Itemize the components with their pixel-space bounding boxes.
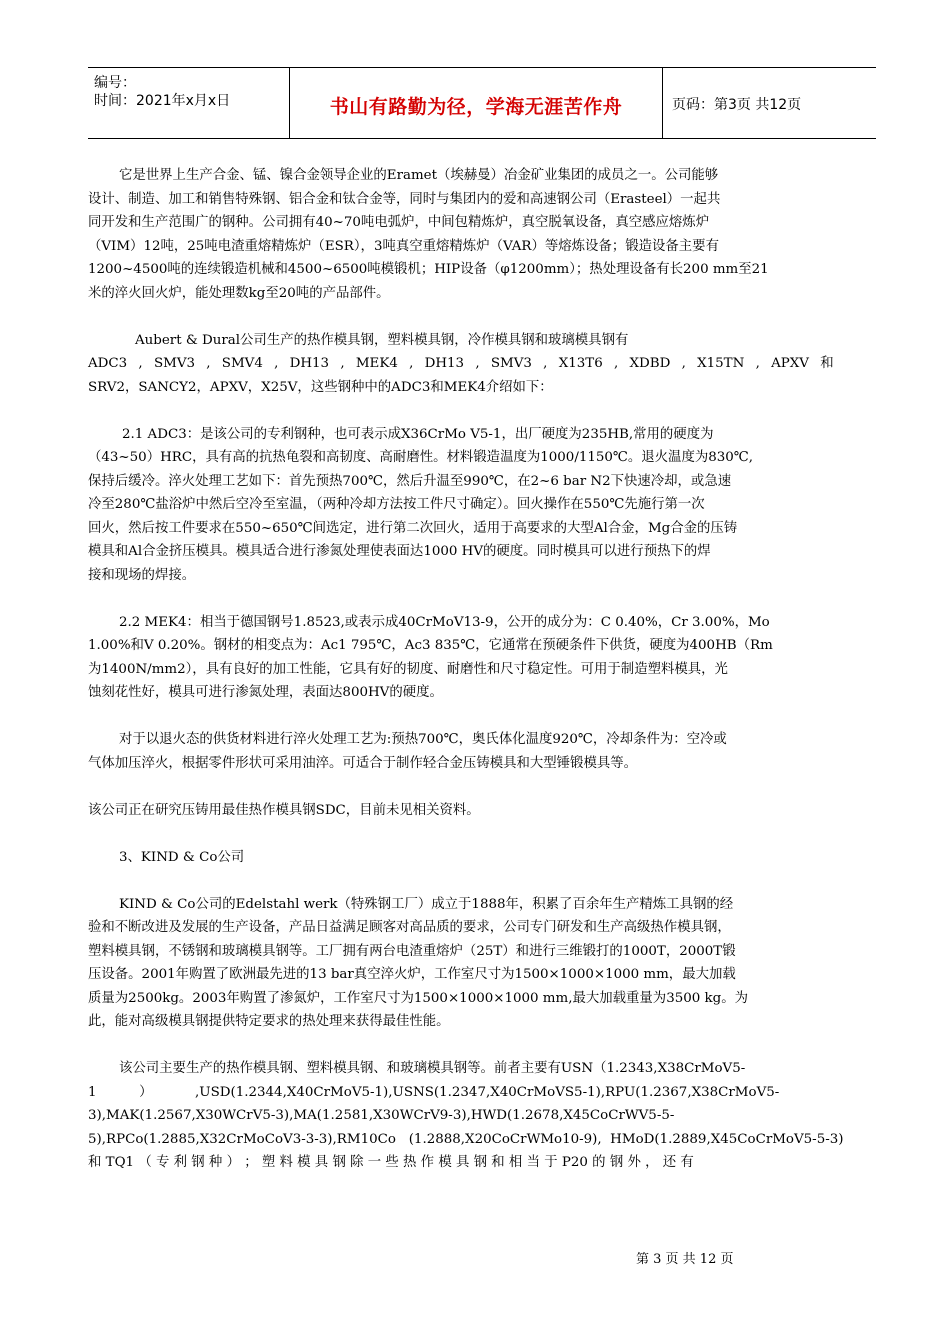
text-line: 3),MAK(1.2567,X30WCrV5-3),MA(1.2581,X30WCrV9-3),HWD(1.2678,X45CoCrWV5-5-: [88, 1108, 675, 1123]
text-line: 塑料模具钢，不锈钢和玻璃模具钢等。工厂拥有两台电渣重熔炉（25T）和进行三维锻打的1000T，2000T锻: [88, 943, 736, 959]
text-line: 和 TQ1 （ 专 利 钢 种 ） ； 塑 料 模 具 钢 除 一 些 热 作 模 具 钢 和 相 当 于 P20 的 钢 外 ， 还 有: [88, 1155, 694, 1170]
text-line: 它是世界上生产合金、锰、镍合金领导企业的Eramet（埃赫曼）冶金矿业集团的成员之一。公司能够: [119, 168, 719, 183]
text-line: 压设备。2001年购置了欧洲最先进的13 bar真空淬火炉，工作室尺寸为1500×1000×1000 mm，最大加载: [88, 967, 736, 982]
header-motto-cell: [289, 68, 663, 138]
text-line: 1200~4500吨的连续锻造机械和4500~6500吨模锻机；HIP设备（φ1200mm）；热处理设备有长200 mm至21: [88, 262, 769, 277]
text-line: 1.00%和V 0.20%。钢材的相变点为：Ac1 795℃，Ac3 835℃，它通常在预硬条件下供货，硬度为400HB（Rm: [88, 638, 773, 653]
text-line: 蚀刻花性好，模具可进行渗氮处理，表面达800HV的硬度。: [88, 685, 443, 700]
text-line: 2.2 MEK4：相当于德国钢号1.8523,或表示成40CrMoV13-9，公开的成分为：C 0.40%，Cr 3.00%，Mo: [119, 614, 770, 630]
text-line: 气体加压淬火，根据零件形状可采用油淬。可适合于制作轻合金压铸模具和大型锤锻模具等。: [88, 755, 638, 771]
text-line: 该公司正在研究压铸用最佳热作模具钢SDC，目前未见相关资料。: [88, 802, 480, 818]
paragraph-quench-process: [88, 728, 876, 775]
text-line: 冷至280℃盐浴炉中然后空冷至室温，（两种冷却方法按工件尺寸确定）。回火操作在550℃先施行第一次: [88, 497, 705, 512]
text-line: 质量为2500kg。2003年购置了渗氮炉，工作室尺寸为1500×1000×1000 mm,最大加载重量为3500 kg。为: [88, 990, 748, 1006]
text-line: SRV2，SANCY2，APXV，X25V，这些钢种中的ADC3和MEK4介绍如下：: [88, 379, 553, 395]
header-page-label: 页码：第3页 共12页: [672, 97, 802, 113]
text-line: 设计、制造、加工和销售特殊钢、铝合金和钛合金等，同时与集团内的爱和高速钢公司（Erasteel）一起共: [88, 191, 721, 207]
text-line: 同开发和生产范围广的钢种。公司拥有40~70吨电弧炉，中间包精炼炉，真空脱氧设备，真空感应熔炼炉: [88, 215, 710, 230]
paragraph-adc3: [88, 423, 876, 588]
text-line: 米的淬火回火炉，能处理数kg至20吨的产品部件。: [88, 285, 390, 301]
text-line: 3、KIND & Co公司: [119, 849, 245, 865]
section-heading-kind-co: [88, 846, 876, 870]
text-line: 接和现场的焊接。: [88, 567, 196, 583]
text-line: 验和不断改进及发展的生产设备，产品日益满足顾客对高品质的要求，公司专门研发和生产高级热作模具钢，: [88, 920, 731, 935]
text-line: ADC3 , SMV3 , SMV4 , DH13 , MEK4 , DH13 , SMV3 , X13T6 , XDBD , X15TN , APXV 和: [88, 356, 834, 371]
page-footer: 第 3 页 共 12 页: [636, 1252, 734, 1267]
text-line: Aubert & Dural公司生产的热作模具钢，塑料模具钢，冷作模具钢和玻璃模具钢有: [135, 332, 629, 348]
header-info-cell: [88, 68, 289, 138]
text-line: 该公司主要生产的热作模具钢、塑料模具钢、和玻璃模具钢等。前者主要有USN（1.2343,X38CrMoV5-: [119, 1061, 746, 1076]
paragraph-eramet-intro: [88, 164, 876, 305]
header-number-label: 编号：: [94, 75, 136, 91]
header-time-label: 时间：2021年x月x日: [94, 93, 231, 109]
text-line: KIND & Co公司的Edelstahl werk（特殊钢工厂）成立于1888年，积累了百余年生产精炼工具钢的经: [119, 896, 734, 912]
page-header: [88, 67, 876, 139]
text-line: 保持后缓冷。淬火处理工艺如下：首先预热700℃，然后升温至990℃，在2~6 bar N2下快速冷却，或急速: [88, 473, 732, 489]
paragraph-sdc-research: [88, 799, 876, 823]
text-line: 5),RPCo(1.2885,X32CrMoCoV3-3-3),RM10Co (1.2888,X20CoCrWMo10-9), HMoD(1.2889,X45CoCrMoV5-5-3): [88, 1131, 844, 1147]
text-line: （43~50）HRC，具有高的抗热龟裂和高韧度、高耐磨性。材料锻造温度为1000/1150℃。退火温度为830℃,: [88, 450, 754, 465]
text-line: 1 ） ,USD(1.2344,X40CrMoV5-1),USNS(1.2347,X40CrMoVS5-1),RPU(1.2367,X38CrMoV5-: [88, 1084, 780, 1100]
text-line: 此，能对高级模具钢提供特定要求的热处理来获得最佳性能。: [88, 1014, 450, 1029]
text-line: 模具和Al合金挤压模具。模具适合进行渗氮处理使表面达1000 HV的硬度。同时模具可以进行预热下的焊: [88, 544, 711, 559]
text-line: 对于以退火态的供货材料进行淬火处理工艺为:预热700℃，奥氏体化温度920℃，冷却条件为：空冷或: [119, 732, 727, 747]
header-page-cell: [662, 68, 876, 138]
text-line: 回火，然后按工件要求在550~650℃间选定，进行第二次回火，适用于高要求的大型Al合金，Mg合金的压铸: [88, 520, 738, 536]
document-body: [88, 164, 876, 1198]
paragraph-kind-co-products: [88, 1057, 876, 1175]
header-motto: 书山有路勤为径，学海无涯苦作舟: [329, 96, 623, 118]
text-line: 2.1 ADC3：是该公司的专利钢种，也可表示成X36CrMo V5-1，出厂硬度为235HB,常用的硬度为: [122, 426, 714, 442]
paragraph-aubert-dural-steels: [88, 329, 876, 400]
paragraph-kind-co-intro: [88, 893, 876, 1034]
paragraph-mek4: [88, 611, 876, 705]
text-line: 为1400N/mm2），具有良好的加工性能，它具有好的韧度、耐磨性和尺寸稳定性。可用于制造塑料模具，光: [88, 661, 728, 677]
text-line: （VIM）12吨，25吨电渣重熔精炼炉（ESR），3吨真空重熔精炼炉（VAR）等熔炼设备；锻造设备主要有: [88, 238, 719, 254]
